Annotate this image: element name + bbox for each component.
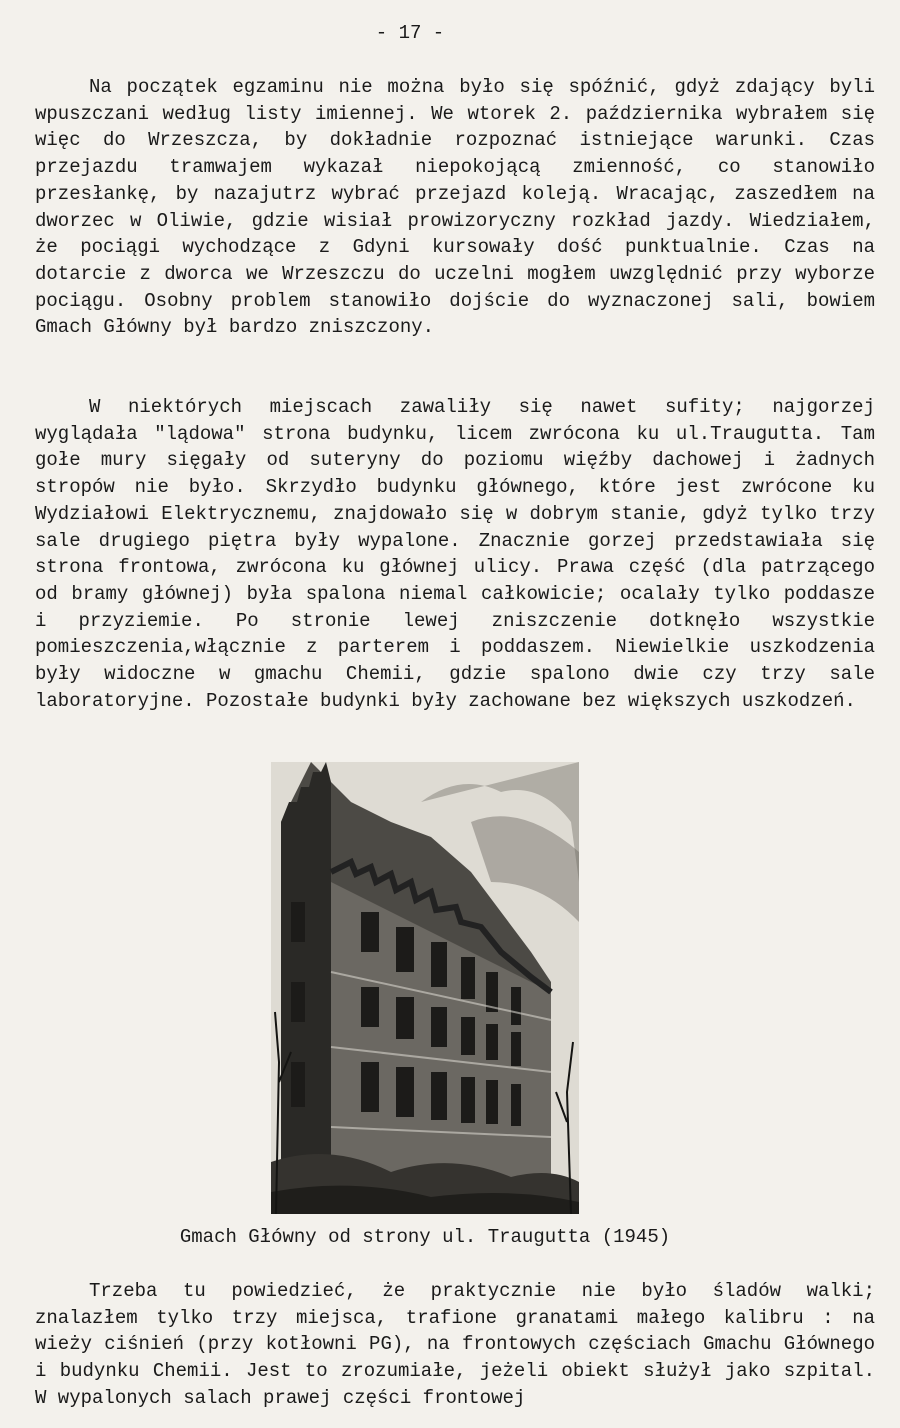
building-photo-drawing bbox=[271, 762, 579, 1214]
paragraph-text: Trzeba tu powiedzieć, że praktycznie nie było śladów walki; znalazłem tylko trzy miejsca, trafione granatami małego kalibru : na wieży ciśnień (przy kotłowni PG), na frontowych częściach Gmachu Głównego i budynku Chemii. Jest to zrozumiałe, jeżeli obiekt służył jako szpital. W wypalonych salach prawej części frontowej bbox=[35, 1280, 875, 1409]
building-photo-icon bbox=[271, 762, 579, 1214]
figure-caption: Gmach Główny od strony ul. Traugutta (1945) bbox=[179, 1226, 671, 1248]
page-number: - 17 - bbox=[375, 22, 445, 44]
paragraph-exam-arrival bbox=[35, 74, 875, 341]
paragraph-building-damage bbox=[35, 394, 875, 714]
paragraph-text: W niektórych miejscach zawaliły się nawet sufity; najgorzej wyglądała "lądowa" strona budynku, licem zwrócona ku ul.Traugutta. Tam gołe mury sięgały od suteryny do poziomu więźby dachowej i żadnych stropów nie było. Skrzydło budynku głównego, które jest zwrócone ku Wydziałowi Elektrycznemu, znajdowało się w dobrym stanie, gdyż tylko trzy sale drugiego piętra były wypalone. Znacznie gorzej przedstawiała się strona frontowa, zwrócona ku głównej ulicy. Prawa część (dla patrzącego od bramy głównej) była spalona niemal całkowicie; ocalały tylko poddasze i przyziemie. Po stronie lewej zniszczenie dotknęło wszystkie pomieszczenia,włącznie z parterem i poddaszem. Niewielkie uszkodzenia były widoczne w gmachu Chemii, gdzie spalono dwie czy trzy sale laboratoryjne. Pozostałe budynki były zachowane bez większych uszkodzeń. bbox=[35, 396, 875, 712]
paragraph-battle-traces bbox=[35, 1278, 875, 1412]
paragraph-text: Na początek egzaminu nie można było się spóźnić, gdyż zdający byli wpuszczani według listy imiennej. We wtorek 2. października wybrałem się więc do Wrzeszcza, by dokładnie rozpoznać istniejące warunki. Czas przejazdu tramwajem wykazał niepokojącą zmienność, co stanowiło przesłankę, by nazajutrz wybrać przejazd koleją. Wracając, zaszedłem na dworzec w Oliwie, gdzie wisiał prowizoryczny rozkład jazdy. Wiedziałem, że pociągi wychodzące z Gdyni kursowały dość punktualnie. Czas na dotarcie z dworca we Wrzeszczu do uczelni mogłem uwzględnić przy wyborze pociągu. Osobny problem stanowiło dojście do wyznaczonej sali, bowiem Gmach Główny był bardzo zniszczony. bbox=[35, 76, 875, 339]
